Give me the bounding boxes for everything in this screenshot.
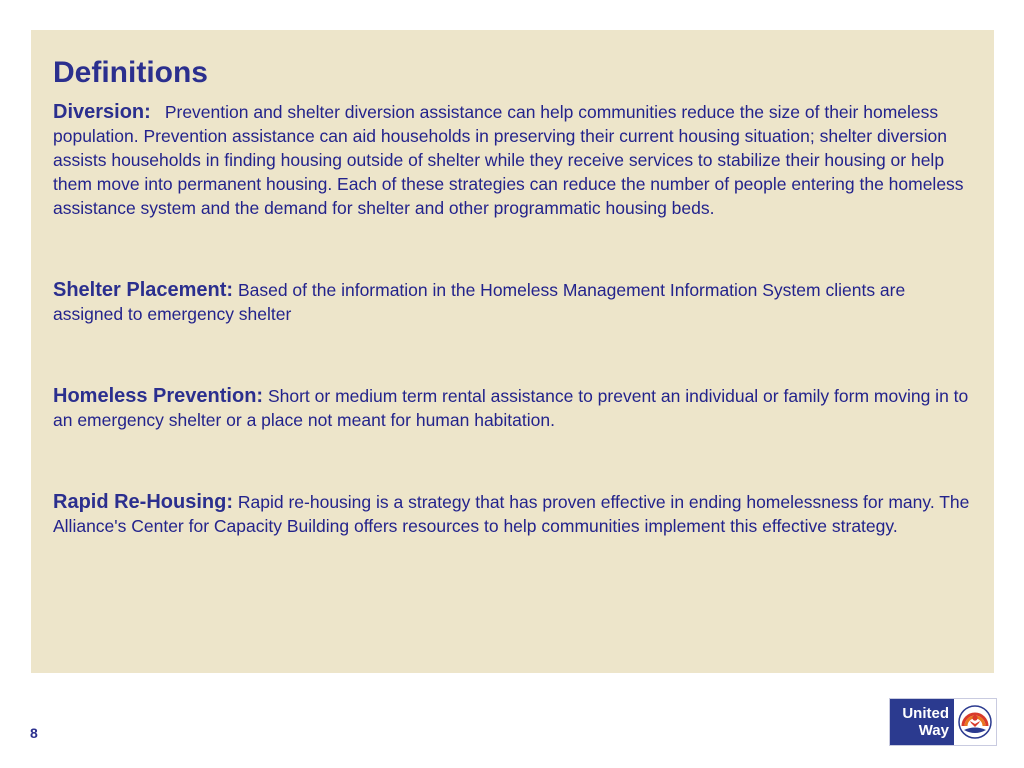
logo-line-2: Way: [918, 722, 949, 739]
logo-line-1: United: [902, 705, 949, 722]
definition-shelter-placement: [53, 278, 970, 326]
definition-text: Based of the information in the Homeless Management Information System clients are assigned to emergency shelter: [53, 280, 906, 324]
definition-term: Shelter Placement:: [53, 279, 234, 301]
slide-title: Definitions: [53, 56, 208, 89]
united-way-hand-rainbow-icon: [954, 699, 996, 745]
definition-term: Homeless Prevention:: [53, 385, 264, 407]
united-way-logo: [889, 698, 997, 746]
page-number: 8: [30, 725, 38, 741]
definition-text: Rapid re-housing is a strategy that has proven effective in ending homelessness for many. The Alliance's Center for Capacity Building offers resources to help communities implement this effective strategy.: [53, 492, 970, 536]
definition-term: Diversion:: [53, 101, 151, 123]
definition-text: Prevention and shelter diversion assistance can help communities reduce the size of their homeless population. Prevention assistance can aid households in preserving their current housing situation; shelter diversion assists households in finding housing outside of shelter while they receive services to stabilize their housing or help them move into permanent housing. Each of these strategies can reduce the number of people entering the homeless assistance system and the demand for shelter and other programmatic housing beds.: [53, 102, 964, 218]
definition-diversion: [53, 100, 970, 220]
logo-wordmark: [890, 699, 954, 745]
definition-homeless-prevention: [53, 384, 970, 432]
content-panel: [31, 30, 994, 673]
definition-term: Rapid Re-Housing:: [53, 491, 233, 513]
definition-rapid-re-housing: [53, 490, 970, 538]
definition-text: Short or medium term rental assistance to prevent an individual or family form moving in to an emergency shelter or a place not meant for human habitation.: [53, 386, 969, 430]
